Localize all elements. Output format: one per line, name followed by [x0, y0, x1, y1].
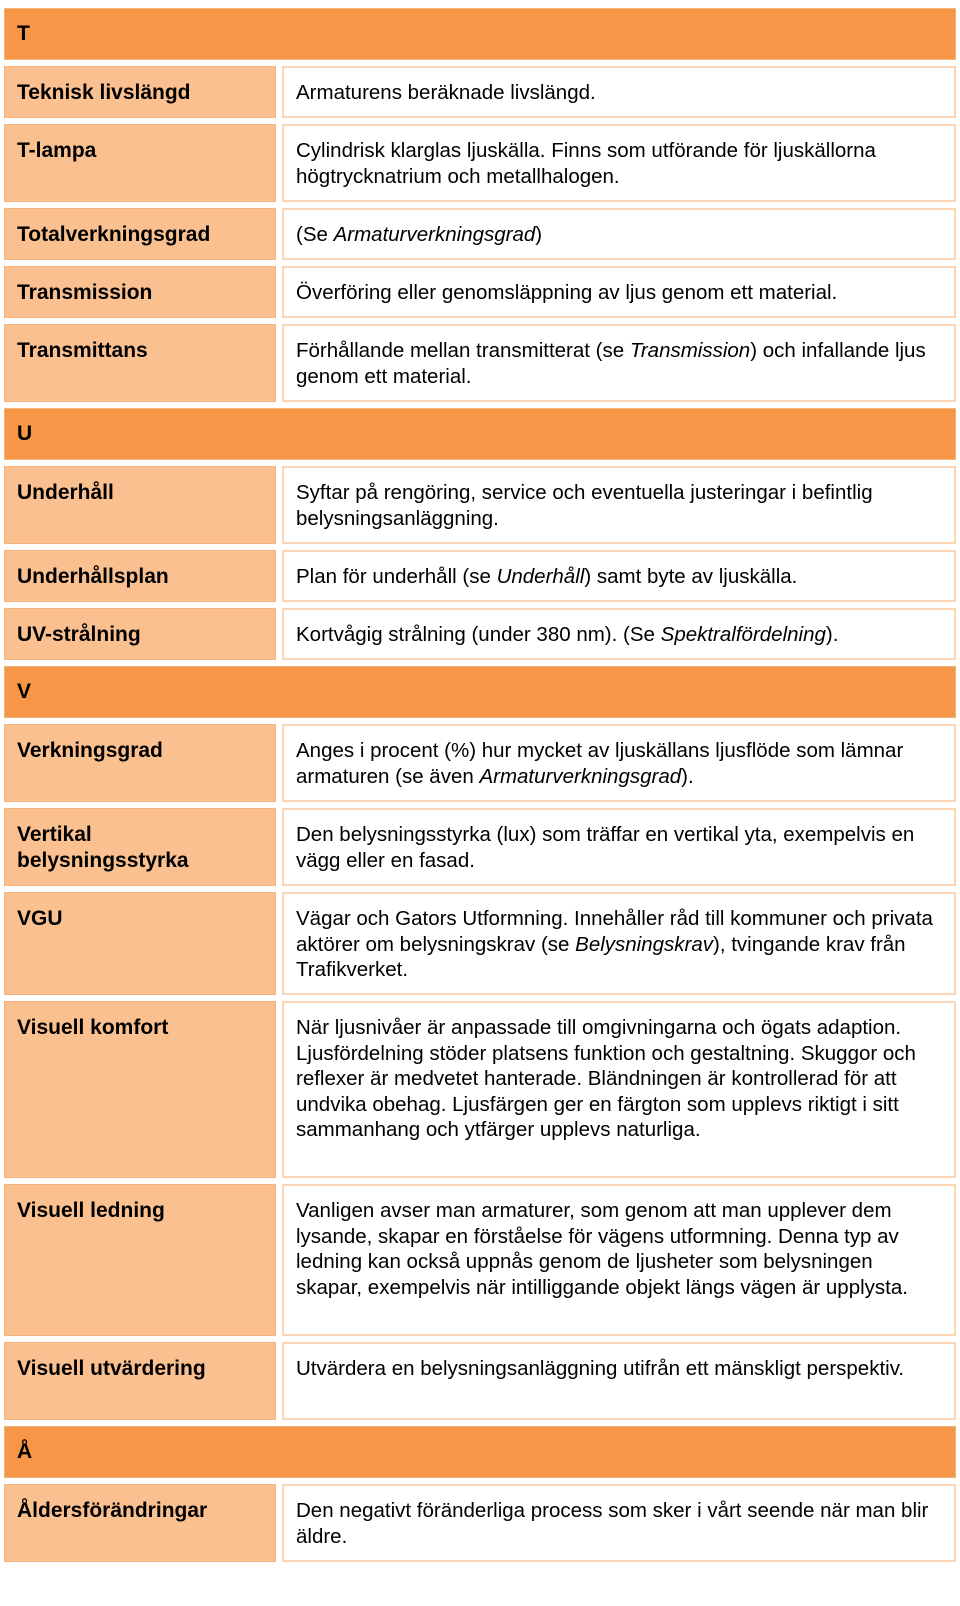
section-letter-heading: Å — [4, 1426, 956, 1478]
glossary-term: Underhållsplan — [4, 550, 276, 602]
glossary-entry-row — [4, 892, 956, 995]
glossary-definition — [282, 550, 956, 602]
glossary-definition — [282, 808, 956, 886]
glossary-definition — [282, 324, 956, 402]
glossary-definition — [282, 1484, 956, 1562]
definition-reference-term: Transmission — [629, 339, 751, 362]
glossary-entry-row — [4, 1484, 956, 1562]
glossary-term: UV-strålning — [4, 608, 276, 660]
definition-text: Vägar och Gators Utformning. Innehåller råd till kommuner och privata aktörer om belysningskrav (se — [296, 907, 933, 956]
definition-text: När ljusnivåer är anpassade till omgivningarna och ögats adaption. Ljusfördelning stöder platsens funktion och gestaltning. Skuggor och reflexer är medvetet hanterade. Bländningen är kontrollerad för att undvika obehag. Ljusfärgen ger en färgton som upplevs riktigt i sitt sammanhang och ytfärger upplevs naturliga. — [296, 1016, 916, 1141]
definition-reference-term: Belysningskrav — [575, 932, 714, 956]
definition-text: Förhållande mellan transmitterat (se — [296, 339, 630, 362]
definition-text: ) och infallande ljus genom ett material. — [296, 339, 926, 388]
glossary-term: Totalverkningsgrad — [4, 208, 276, 260]
definition-text: Utvärdera en belysningsanläggning utifrån ett mänskligt perspektiv. — [296, 1357, 905, 1380]
glossary-entry-row — [4, 1184, 956, 1336]
glossary-entry-row — [4, 1342, 956, 1420]
definition-text: ). — [681, 764, 694, 788]
definition-text: ) — [535, 223, 543, 246]
glossary-term: Teknisk livslängd — [4, 66, 276, 118]
definition-text: ) samt byte av ljuskälla. — [584, 565, 798, 588]
glossary-definition — [282, 724, 956, 802]
glossary-definition — [282, 892, 956, 995]
definition-text: Den negativt föränderliga process som sker i vårt seende när man blir äldre. — [296, 1499, 929, 1548]
glossary-term: Åldersförändringar — [4, 1484, 276, 1562]
definition-reference-term: Armaturverkningsgrad — [479, 764, 682, 788]
definition-text: Den belysningsstyrka (lux) som träffar en vertikal yta, exempelvis en vägg eller en fasad. — [296, 823, 915, 872]
glossary-entry-row — [4, 808, 956, 886]
section-letter-heading: V — [4, 666, 956, 718]
definition-text: Kortvågig strålning (under 380 nm). (Se — [296, 623, 661, 646]
glossary-term: Verkningsgrad — [4, 724, 276, 802]
definition-text: ). — [825, 623, 839, 646]
glossary-entry-row — [4, 324, 956, 402]
section-letter-heading: U — [4, 408, 956, 460]
glossary-term: VGU — [4, 892, 276, 995]
glossary-term: Underhåll — [4, 466, 276, 544]
glossary-entry-row — [4, 1001, 956, 1178]
section-letter-heading: T — [4, 8, 956, 60]
glossary-definition — [282, 1342, 956, 1420]
definition-reference-term: Spektralfördelning — [660, 623, 826, 646]
glossary-term: Vertikal belysningsstyrka — [4, 808, 276, 886]
glossary-definition — [282, 608, 956, 660]
glossary-definition — [282, 124, 956, 202]
definition-text: Armaturens beräknade livslängd. — [296, 81, 596, 104]
glossary-definition — [282, 66, 956, 118]
definition-text: Syftar på rengöring, service och eventuella justeringar i befintlig belysningsanläggning. — [296, 481, 873, 530]
glossary-entry-row — [4, 550, 956, 602]
definition-text: Anges i procent (%) hur mycket av ljuskällans ljusflöde som lämnar armaturen (se även — [296, 739, 904, 788]
glossary-term: Visuell utvärdering — [4, 1342, 276, 1420]
glossary-entry-row — [4, 66, 956, 118]
glossary-definition — [282, 208, 956, 260]
glossary-entry-row — [4, 608, 956, 660]
glossary-definition — [282, 1001, 956, 1178]
glossary-term: Visuell komfort — [4, 1001, 276, 1178]
glossary-entry-row — [4, 266, 956, 318]
glossary-definition — [282, 466, 956, 544]
definition-reference-term: Armaturverkningsgrad — [333, 223, 536, 246]
glossary-entry-row — [4, 724, 956, 802]
glossary-entry-row — [4, 124, 956, 202]
glossary-entry-row — [4, 466, 956, 544]
definition-text: (Se — [296, 223, 334, 246]
glossary-entry-row — [4, 208, 956, 260]
glossary-definition — [282, 1184, 956, 1336]
definition-text: Cylindrisk klarglas ljuskälla. Finns som utförande för ljuskällorna högtrycknatrium och metallhalogen. — [296, 139, 876, 188]
glossary-term: Visuell ledning — [4, 1184, 276, 1336]
definition-reference-term: Underhåll — [496, 565, 585, 588]
definition-text: Plan för underhåll (se — [296, 565, 497, 588]
glossary-table — [4, 8, 956, 1568]
definition-text: ), tvingande krav från Trafikverket. — [296, 932, 906, 981]
glossary-term: T-lampa — [4, 124, 276, 202]
glossary-term: Transmission — [4, 266, 276, 318]
definition-text: Vanligen avser man armaturer, som genom att man upplever dem lysande, skapar en förståelse för vägens utformning. Denna typ av ledning kan också uppnås genom de ljusheter som belysningen skapar, exempelvis när intilliggande objekt längs vägen är upplysta. — [296, 1199, 908, 1299]
glossary-term: Transmittans — [4, 324, 276, 402]
glossary-definition — [282, 266, 956, 318]
definition-text: Överföring eller genomsläppning av ljus genom ett material. — [296, 281, 838, 304]
